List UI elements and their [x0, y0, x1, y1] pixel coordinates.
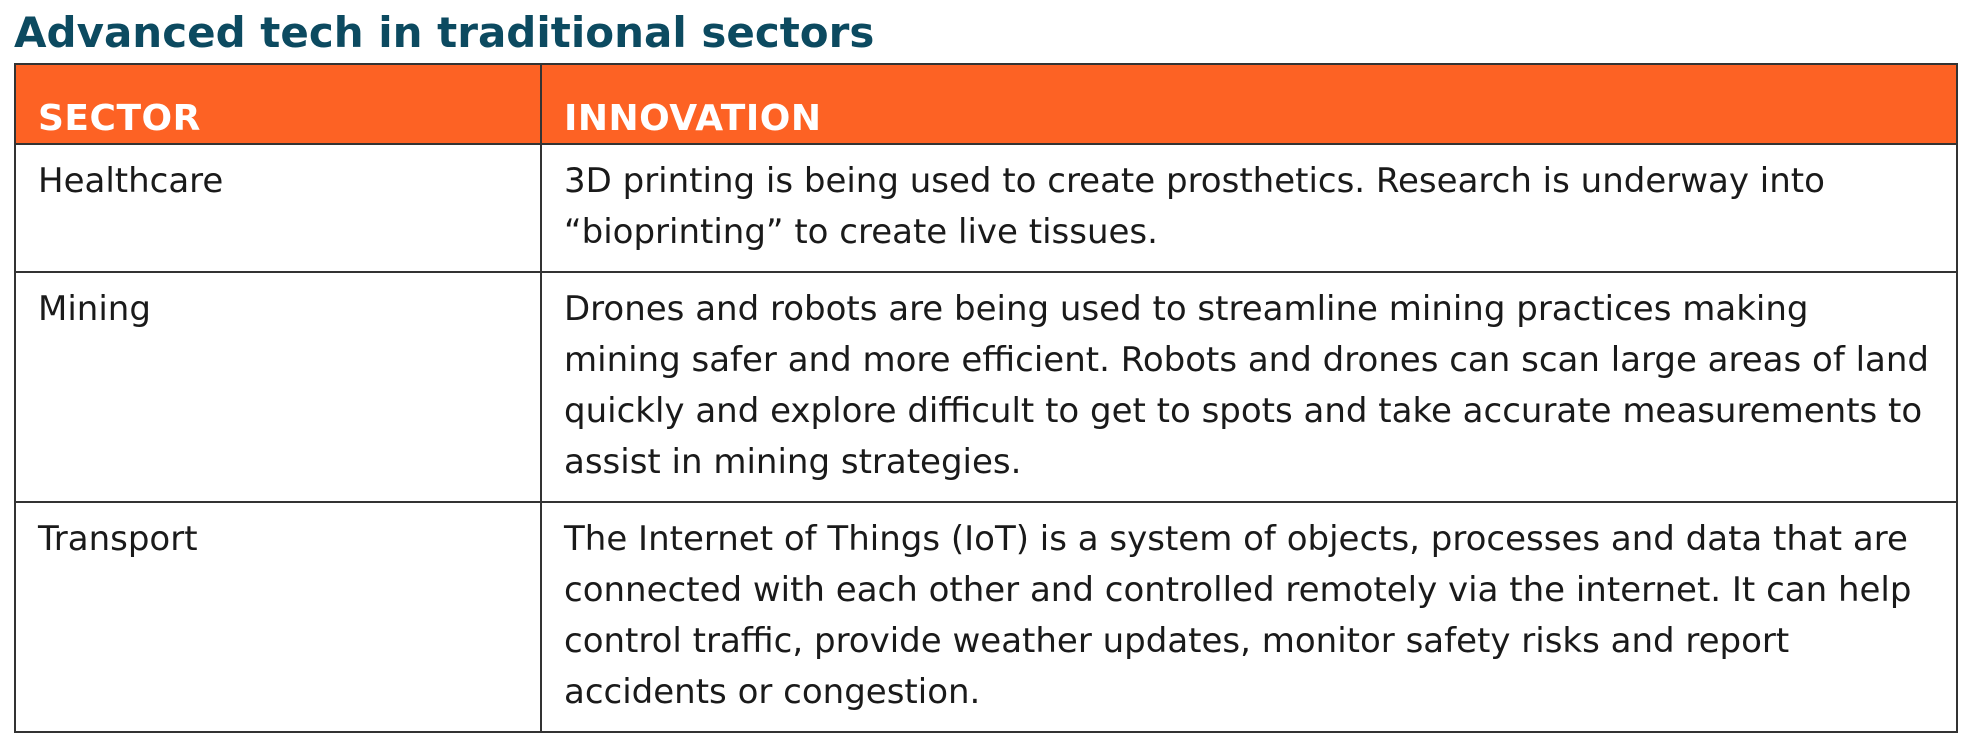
sectors-table — [14, 63, 1958, 733]
sector-cell: Healthcare — [15, 144, 541, 272]
table-row — [15, 144, 1957, 272]
page-title: Advanced tech in traditional sectors — [14, 8, 875, 57]
innovation-cell: Drones and robots are being used to streamline mining practices making mining safer and more efficient. Robots and drones can scan large areas of land quickly and explore difficult to get to spots and take accurate measurements to assist in mining strategies. — [541, 272, 1957, 502]
column-header-sector: SECTOR — [15, 64, 541, 144]
column-header-innovation: INNOVATION — [541, 64, 1957, 144]
sector-cell: Transport — [15, 502, 541, 732]
innovation-cell: 3D printing is being used to create prosthetics. Research is underway into “bioprinting” to create live tissues. — [541, 144, 1957, 272]
sector-cell: Mining — [15, 272, 541, 502]
innovation-cell: The Internet of Things (IoT) is a system of objects, processes and data that are connected with each other and controlled remotely via the internet. It can help control traffic, provide weather updates, monitor safety risks and report accidents or congestion. — [541, 502, 1957, 732]
table-header-row — [15, 64, 1957, 144]
table-row — [15, 502, 1957, 732]
table-row — [15, 272, 1957, 502]
